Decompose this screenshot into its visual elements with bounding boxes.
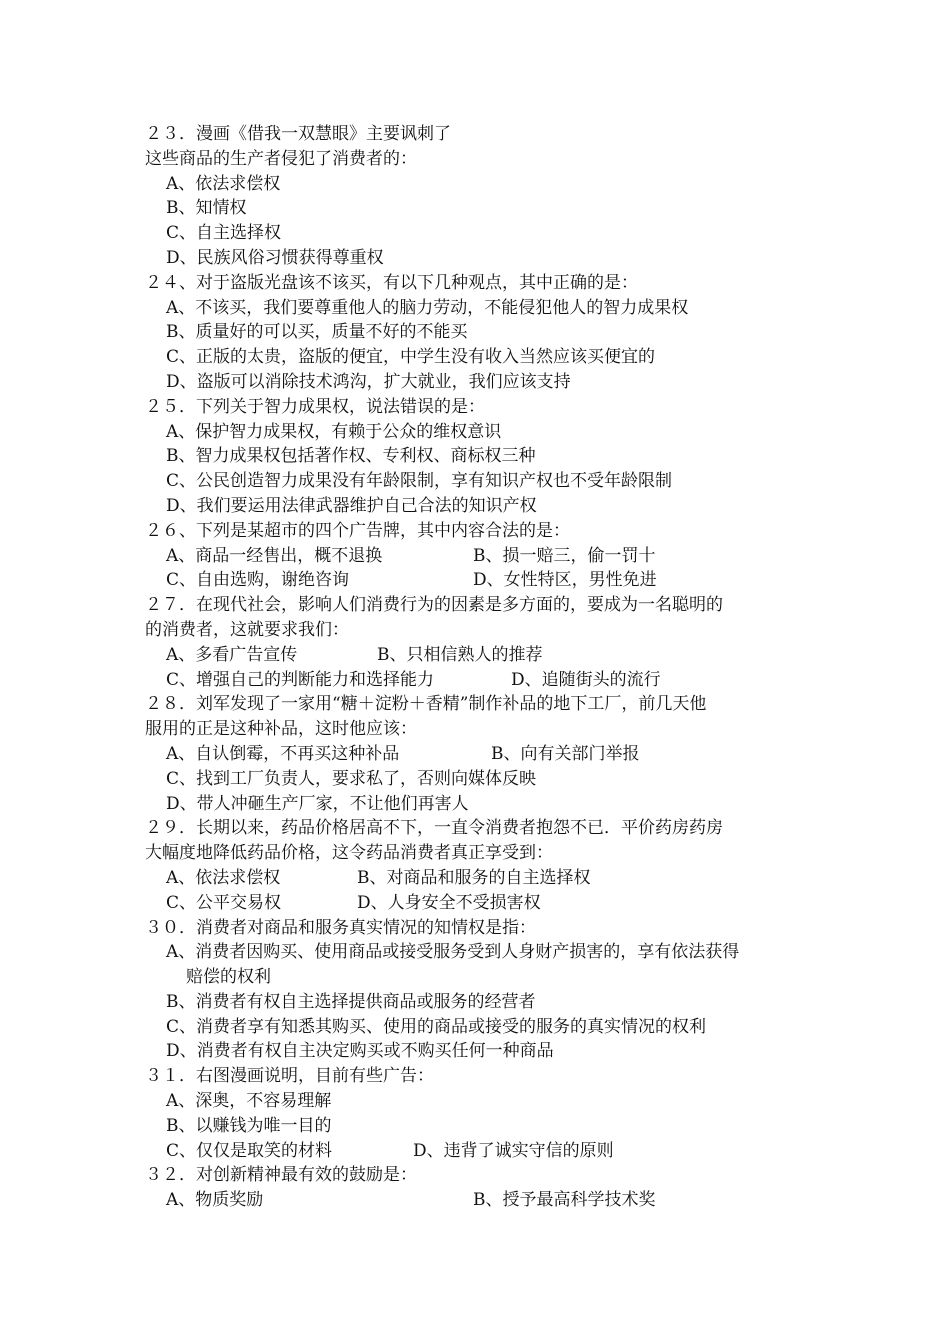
question-24-line-1: ２４、对于盗版光盘该不该买，有以下几种观点，其中正确的是： [145, 272, 638, 293]
question-24-option-d: D、盗版可以消除技术鸿沟，扩大就业，我们应该支持 [166, 371, 571, 392]
question-24-option-a: A、不该买，我们要尊重他人的脑力劳动，不能侵犯他人的智力成果权 [166, 297, 689, 318]
question-29-line-1: ２９．长期以来，药品价格居高不下，一直令消费者抱怨不已．平价药房药房 [145, 818, 723, 839]
question-30-option-a-continued: 赔偿的权利 [186, 967, 271, 988]
question-27-option-d: D、追随街头的流行 [511, 669, 661, 690]
question-28-option-b: B、向有关部门举报 [491, 743, 640, 764]
question-30-option-a: A、消费者因购买、使用商品或接受服务受到人身财产损害的，享有依法获得 [166, 942, 740, 963]
question-24-option-b: B、质量好的可以买，质量不好的不能买 [166, 322, 468, 343]
question-23-option-b: B、知情权 [166, 198, 247, 219]
question-29-line-2: 大幅度地降低药品价格，这令药品消费者真正享受到： [145, 843, 553, 864]
question-29-options-row-2 [145, 891, 825, 916]
question-27-option-b: B、只相信熟人的推荐 [377, 644, 543, 665]
question-30-option-b: B、消费者有权自主选择提供商品或服务的经营者 [166, 991, 536, 1012]
question-25-option-c: C、公民创造智力成果没有年龄限制，享有知识产权也不受年龄限制 [166, 471, 673, 492]
question-23-option-d: D、民族风俗习惯获得尊重权 [166, 247, 384, 268]
question-27-option-a: A、多看广告宣传 [166, 644, 298, 665]
question-29-option-d: D、人身安全不受损害权 [357, 892, 541, 913]
question-30-option-c: C、消费者享有知悉其购买、使用的商品或接受的服务的真实情况的权利 [166, 1016, 707, 1037]
question-23-option-a: A、依法求偿权 [166, 173, 281, 194]
question-32-option-a: A、物质奖励 [166, 1190, 264, 1211]
question-28-option-a: A、自认倒霉，不再买这种补品 [166, 743, 400, 764]
question-30-option-d: D、消费者有权自主决定购买或不购买任何一种商品 [166, 1041, 554, 1062]
question-31-options-row-2 [145, 1139, 825, 1164]
question-25-option-d: D、我们要运用法律武器维护自己合法的知识产权 [166, 495, 537, 516]
question-28-options-row-1 [145, 742, 825, 767]
question-27-options-row-2 [145, 668, 825, 693]
question-28-line-1: ２８．刘军发现了一家用“糖＋淀粉＋香精”制作补品的地下工厂，前几天他 [145, 694, 707, 715]
question-29-option-b: B、对商品和服务的自主选择权 [357, 867, 591, 888]
question-26-options-row-1 [145, 544, 825, 569]
question-28-option-d: D、带人冲砸生产厂家，不让他们再害人 [166, 793, 469, 814]
question-26-option-c: C、自由选购，谢绝咨询 [166, 570, 350, 591]
question-29-options-row-1 [145, 866, 825, 891]
question-26-line-1: ２６、下列是某超市的四个广告牌，其中内容合法的是： [145, 520, 570, 541]
question-28-option-c: C、找到工厂负责人，要求私了，否则向媒体反映 [166, 768, 537, 789]
question-25-option-a: A、保护智力成果权，有赖于公众的维权意识 [166, 421, 502, 442]
question-30-line-1: ３０．消费者对商品和服务真实情况的知情权是指： [145, 917, 536, 938]
question-29-option-c: C、公平交易权 [166, 892, 282, 913]
question-32-line-1: ３２．对创新精神最有效的鼓励是： [145, 1165, 417, 1186]
question-27-option-c: C、增强自己的判断能力和选择能力 [166, 669, 435, 690]
question-31-option-b: B、以赚钱为唯一目的 [166, 1115, 332, 1136]
question-23-line-1: ２３．漫画《借我一双慧眼》主要讽刺了 [145, 124, 451, 144]
question-31-option-c: C、仅仅是取笑的材料 [166, 1140, 333, 1161]
question-29-option-a: A、依法求偿权 [166, 867, 281, 888]
question-31-option-d: D、违背了诚实守信的原则 [413, 1140, 614, 1161]
question-26-option-b: B、损一赔三，偷一罚十 [473, 545, 656, 566]
question-26-option-a: A、商品一经售出，概不退换 [166, 545, 383, 566]
question-28-line-2: 服用的正是这种补品，这时他应该： [145, 719, 417, 740]
question-24-option-c: C、正版的太贵，盗版的便宜，中学生没有收入当然应该买便宜的 [166, 347, 656, 368]
question-27-line-2: 的消费者，这就要求我们： [145, 619, 349, 640]
question-31-option-a: A、深奥，不容易理解 [166, 1091, 332, 1112]
question-23-line-2: 这些商品的生产者侵犯了消费者的： [145, 148, 417, 169]
question-27-line-1: ２７．在现代社会，影响人们消费行为的因素是多方面的，要成为一名聪明的 [145, 595, 723, 616]
question-32-option-b: B、授予最高科学技术奖 [473, 1190, 656, 1211]
question-26-options-row-2 [145, 568, 825, 593]
question-26-option-d: D、女性特区，男性免进 [473, 570, 657, 591]
question-31-line-1: ３１．右图漫画说明，目前有些广告： [145, 1066, 434, 1087]
question-25-line-1: ２５．下列关于智力成果权，说法错误的是： [145, 396, 485, 417]
question-32-options-row-1 [145, 1188, 825, 1213]
question-23-option-c: C、自主选择权 [166, 223, 282, 244]
question-list [145, 122, 825, 1213]
question-27-options-row-1 [145, 643, 825, 668]
question-25-option-b: B、智力成果权包括著作权、专利权、商标权三种 [166, 446, 536, 467]
